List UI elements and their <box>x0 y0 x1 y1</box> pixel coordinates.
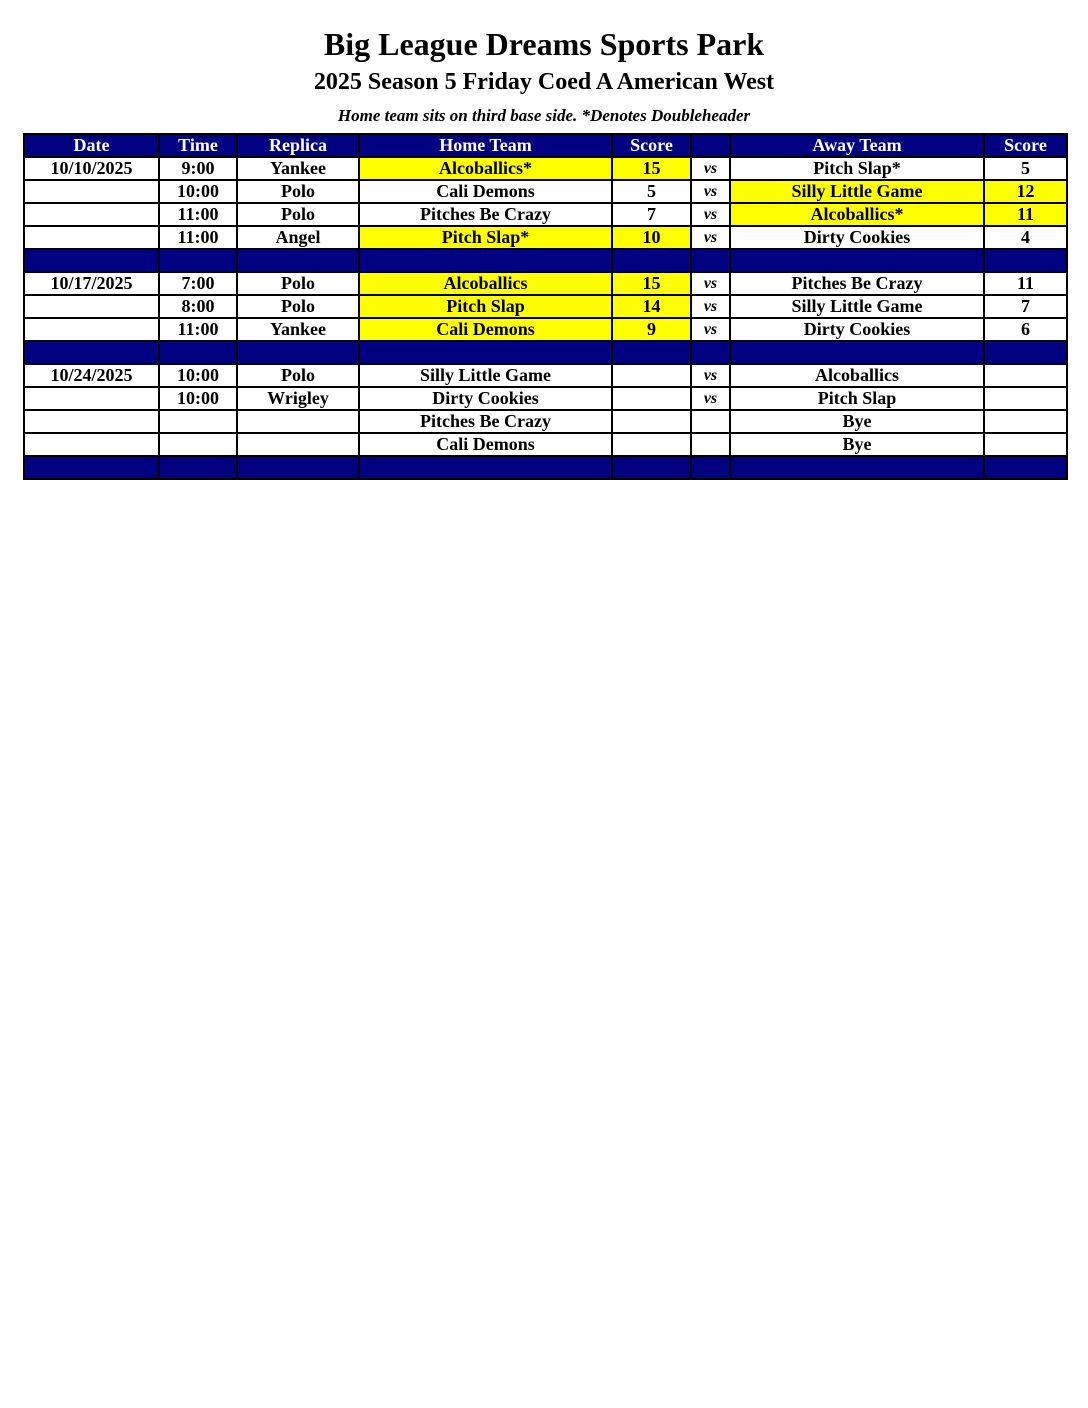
table-row <box>24 272 1067 295</box>
divider-cell <box>984 249 1067 272</box>
home-score: 7 <box>612 203 691 226</box>
vs-label: vs <box>691 272 730 295</box>
game-time: 7:00 <box>159 272 237 295</box>
column-header-vs <box>691 134 730 157</box>
away-score: 5 <box>984 157 1067 180</box>
schedule-table <box>23 133 1068 480</box>
league-subtitle: 2025 Season 5 Friday Coed A American West <box>313 69 775 95</box>
away-team: Dirty Cookies <box>730 318 984 341</box>
home-team: Silly Little Game <box>359 364 612 387</box>
away-team: Dirty Cookies <box>730 226 984 249</box>
vs-label: vs <box>691 180 730 203</box>
away-score <box>984 364 1067 387</box>
home-team: Pitch Slap <box>359 295 612 318</box>
vs-label: vs <box>691 318 730 341</box>
table-row <box>24 318 1067 341</box>
away-team: Pitch Slap <box>730 387 984 410</box>
game-time: 9:00 <box>159 157 237 180</box>
column-header-replica: Replica <box>237 134 359 157</box>
field-replica: Polo <box>237 180 359 203</box>
divider-cell <box>984 456 1067 479</box>
game-time: 10:00 <box>159 364 237 387</box>
field-replica: Polo <box>237 203 359 226</box>
divider-cell <box>730 456 984 479</box>
away-team: Pitch Slap* <box>730 157 984 180</box>
game-time: 10:00 <box>159 180 237 203</box>
page-title: Big League Dreams Sports Park <box>323 26 765 62</box>
away-team: Alcoballics* <box>730 203 984 226</box>
field-replica: Yankee <box>237 318 359 341</box>
vs-label: vs <box>691 364 730 387</box>
away-score: 6 <box>984 318 1067 341</box>
home-team: Pitches Be Crazy <box>359 410 612 433</box>
divider-cell <box>24 249 159 272</box>
table-row <box>24 203 1067 226</box>
schedule-body <box>24 157 1067 479</box>
home-team: Alcoballics* <box>359 157 612 180</box>
field-replica: Angel <box>237 226 359 249</box>
home-score: 15 <box>612 157 691 180</box>
away-team: Silly Little Game <box>730 180 984 203</box>
home-score <box>612 410 691 433</box>
divider-cell <box>359 249 612 272</box>
away-score: 11 <box>984 272 1067 295</box>
home-score <box>612 387 691 410</box>
away-team: Bye <box>730 433 984 456</box>
home-team: Pitches Be Crazy <box>359 203 612 226</box>
divider-cell <box>612 249 691 272</box>
away-team: Alcoballics <box>730 364 984 387</box>
field-replica: Yankee <box>237 157 359 180</box>
game-time <box>159 410 237 433</box>
table-row <box>24 157 1067 180</box>
game-date <box>24 318 159 341</box>
vs-label: vs <box>691 295 730 318</box>
divider-cell <box>159 341 237 364</box>
divider-cell <box>730 341 984 364</box>
game-date <box>24 387 159 410</box>
divider-cell <box>359 341 612 364</box>
home-team: Cali Demons <box>359 318 612 341</box>
away-team: Pitches Be Crazy <box>730 272 984 295</box>
column-header-away-team: Away Team <box>730 134 984 157</box>
game-date <box>24 410 159 433</box>
game-date <box>24 295 159 318</box>
game-time: 11:00 <box>159 203 237 226</box>
divider-cell <box>691 456 730 479</box>
vs-label: vs <box>691 387 730 410</box>
divider-cell <box>984 341 1067 364</box>
game-time: 8:00 <box>159 295 237 318</box>
field-replica: Polo <box>237 295 359 318</box>
home-team: Cali Demons <box>359 433 612 456</box>
home-team: Dirty Cookies <box>359 387 612 410</box>
divider-cell <box>237 456 359 479</box>
game-time: 11:00 <box>159 226 237 249</box>
home-score: 14 <box>612 295 691 318</box>
divider-cell <box>691 341 730 364</box>
game-date <box>24 203 159 226</box>
away-team: Bye <box>730 410 984 433</box>
home-team: Alcoballics <box>359 272 612 295</box>
home-team: Cali Demons <box>359 180 612 203</box>
home-score: 15 <box>612 272 691 295</box>
divider-row <box>24 341 1067 364</box>
game-date <box>24 433 159 456</box>
divider-cell <box>359 456 612 479</box>
away-score <box>984 433 1067 456</box>
vs-label: vs <box>691 203 730 226</box>
column-header-home-team: Home Team <box>359 134 612 157</box>
vs-label: vs <box>691 226 730 249</box>
vs-label <box>691 410 730 433</box>
divider-cell <box>24 341 159 364</box>
game-time: 10:00 <box>159 387 237 410</box>
divider-cell <box>237 249 359 272</box>
divider-row <box>24 456 1067 479</box>
home-score: 9 <box>612 318 691 341</box>
table-header-row <box>24 134 1067 157</box>
column-header-time: Time <box>159 134 237 157</box>
column-header-date: Date <box>24 134 159 157</box>
home-score <box>612 433 691 456</box>
divider-cell <box>691 249 730 272</box>
column-header-away-score: Score <box>984 134 1067 157</box>
away-score: 12 <box>984 180 1067 203</box>
vs-label <box>691 433 730 456</box>
divider-cell <box>24 456 159 479</box>
game-time <box>159 433 237 456</box>
game-date <box>24 226 159 249</box>
game-date: 10/10/2025 <box>24 157 159 180</box>
table-row <box>24 433 1067 456</box>
schedule-note: Home team sits on third base side. *Denotes Doubleheader <box>337 106 751 125</box>
divider-cell <box>237 341 359 364</box>
column-header-home-score: Score <box>612 134 691 157</box>
home-score <box>612 364 691 387</box>
home-team: Pitch Slap* <box>359 226 612 249</box>
divider-cell <box>730 249 984 272</box>
divider-cell <box>159 456 237 479</box>
home-score: 10 <box>612 226 691 249</box>
table-row <box>24 295 1067 318</box>
divider-cell <box>612 456 691 479</box>
field-replica <box>237 410 359 433</box>
home-score: 5 <box>612 180 691 203</box>
away-score: 7 <box>984 295 1067 318</box>
away-score: 4 <box>984 226 1067 249</box>
away-score <box>984 387 1067 410</box>
away-score: 11 <box>984 203 1067 226</box>
field-replica: Wrigley <box>237 387 359 410</box>
game-date: 10/17/2025 <box>24 272 159 295</box>
field-replica: Polo <box>237 272 359 295</box>
field-replica: Polo <box>237 364 359 387</box>
table-row <box>24 364 1067 387</box>
divider-row <box>24 249 1067 272</box>
game-date <box>24 180 159 203</box>
table-row <box>24 226 1067 249</box>
divider-cell <box>159 249 237 272</box>
away-score <box>984 410 1067 433</box>
table-row <box>24 180 1067 203</box>
game-time: 11:00 <box>159 318 237 341</box>
field-replica <box>237 433 359 456</box>
table-row <box>24 410 1067 433</box>
vs-label: vs <box>691 157 730 180</box>
away-team: Silly Little Game <box>730 295 984 318</box>
game-date: 10/24/2025 <box>24 364 159 387</box>
table-row <box>24 387 1067 410</box>
divider-cell <box>612 341 691 364</box>
